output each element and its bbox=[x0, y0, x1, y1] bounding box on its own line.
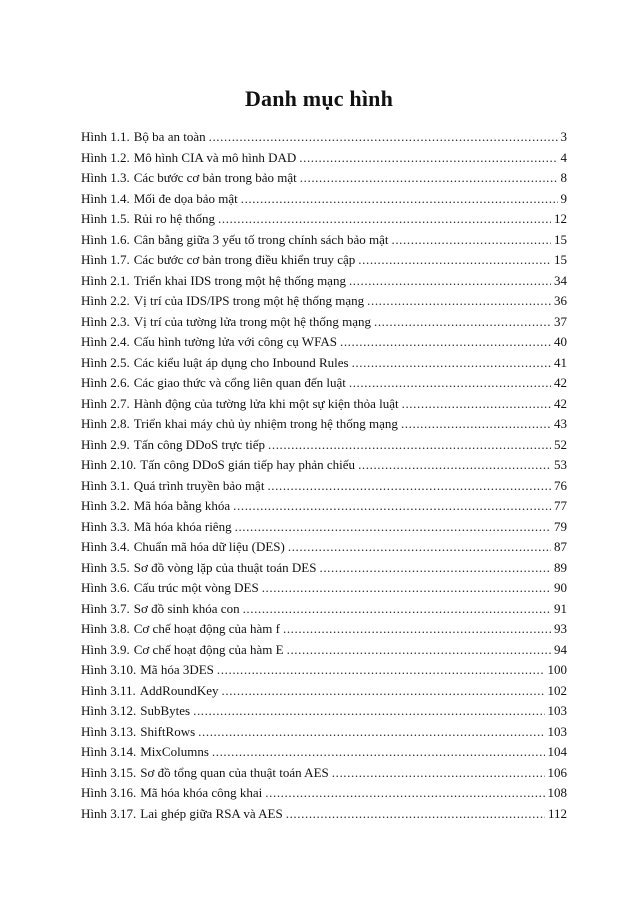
dot-leader bbox=[352, 353, 551, 374]
dot-leader bbox=[358, 455, 551, 476]
page-number: 91 bbox=[554, 600, 567, 616]
page-number: 108 bbox=[547, 785, 567, 800]
figure-number: Hình 3.13. bbox=[81, 723, 137, 739]
figure-caption: SubBytes bbox=[140, 703, 191, 718]
figure-number: Hình 2.2. bbox=[81, 293, 130, 308]
figure-caption: Mã hóa khóa công khai bbox=[140, 785, 263, 800]
figure-number: Hình 3.11. bbox=[81, 682, 136, 698]
figure-caption: Sơ đồ sinh khóa con bbox=[133, 600, 240, 616]
figure-number: Hình 3.3. bbox=[81, 518, 130, 534]
page-number: 36 bbox=[554, 293, 567, 308]
dot-leader bbox=[283, 619, 551, 640]
figure-caption: Tấn công DDoS trực tiếp bbox=[133, 436, 265, 452]
dot-leader bbox=[288, 537, 551, 558]
figure-number: Hình 3.9. bbox=[81, 641, 130, 657]
figure-entry-34[interactable] bbox=[81, 804, 567, 825]
dot-leader bbox=[319, 558, 551, 579]
figure-caption: Mã hóa bằng khóa bbox=[133, 498, 231, 513]
page-number: 34 bbox=[554, 272, 567, 288]
page-number: 41 bbox=[554, 354, 567, 370]
page-number: 106 bbox=[547, 764, 567, 780]
figure-caption: Rủi ro hệ thống bbox=[133, 211, 215, 226]
figure-number: Hình 1.5. bbox=[81, 211, 130, 226]
figure-number: Hình 3.6. bbox=[81, 580, 130, 595]
dot-leader bbox=[267, 476, 551, 497]
page-number: 8 bbox=[560, 170, 567, 185]
page-number: 3 bbox=[560, 129, 567, 144]
figure-entry-6[interactable] bbox=[81, 230, 567, 251]
page-number: 89 bbox=[554, 559, 567, 575]
figure-entry-29[interactable] bbox=[81, 701, 567, 722]
figure-entry-16[interactable] bbox=[81, 435, 567, 456]
dot-leader bbox=[299, 148, 557, 169]
dot-leader bbox=[193, 701, 544, 722]
figure-entry-11[interactable] bbox=[81, 332, 567, 353]
page-number: 79 bbox=[554, 518, 567, 534]
page-number: 12 bbox=[554, 211, 567, 226]
figure-caption: MixColumns bbox=[140, 744, 209, 759]
figure-entry-26[interactable] bbox=[81, 640, 567, 661]
page-number: 104 bbox=[547, 744, 567, 759]
dot-leader bbox=[391, 230, 551, 251]
dot-leader bbox=[349, 271, 551, 292]
page-number: 102 bbox=[547, 682, 567, 698]
figure-number: Hình 3.4. bbox=[81, 539, 130, 554]
figure-entry-14[interactable] bbox=[81, 394, 567, 415]
page-number: 90 bbox=[554, 580, 567, 595]
figure-number: Hình 2.7. bbox=[81, 395, 130, 411]
figure-entry-4[interactable] bbox=[81, 189, 567, 210]
figure-entry-23[interactable] bbox=[81, 578, 567, 599]
figure-number: Hình 2.1. bbox=[81, 272, 130, 288]
page-number: 15 bbox=[554, 252, 567, 267]
figure-number: Hình 2.6. bbox=[81, 375, 130, 390]
dot-leader bbox=[300, 168, 558, 189]
page-number: 52 bbox=[554, 436, 567, 452]
figure-number: Hình 3.17. bbox=[81, 805, 137, 821]
figure-entry-15[interactable] bbox=[81, 414, 567, 435]
figure-entry-31[interactable] bbox=[81, 742, 567, 763]
page-number: 103 bbox=[547, 703, 567, 718]
page-number: 43 bbox=[554, 416, 567, 431]
dot-leader bbox=[287, 640, 551, 661]
dot-leader bbox=[402, 394, 551, 415]
dot-leader bbox=[401, 414, 551, 435]
figure-entry-25[interactable] bbox=[81, 619, 567, 640]
dot-leader bbox=[233, 496, 551, 517]
figure-number: Hình 1.7. bbox=[81, 252, 130, 267]
figure-caption: Cấu hình tường lửa với công cụ WFAS bbox=[133, 334, 337, 349]
dot-leader bbox=[286, 804, 545, 825]
figure-caption: Triển khai máy chủ ủy nhiệm trong hệ thống mạng bbox=[133, 416, 398, 431]
figure-caption: Sơ đồ vòng lặp của thuật toán DES bbox=[133, 559, 317, 575]
page-number: 112 bbox=[547, 805, 567, 821]
figure-entry-32[interactable] bbox=[81, 763, 567, 784]
figure-caption: Chuẩn mã hóa dữ liệu (DES) bbox=[133, 539, 285, 554]
dot-leader bbox=[265, 783, 544, 804]
figure-number: Hình 2.8. bbox=[81, 416, 130, 431]
page-number: 37 bbox=[554, 313, 567, 329]
figure-entry-10[interactable] bbox=[81, 312, 567, 333]
dot-leader bbox=[218, 209, 551, 230]
page-number: 93 bbox=[554, 621, 567, 636]
figure-number: Hình 2.4. bbox=[81, 334, 130, 349]
figure-number: Hình 1.6. bbox=[81, 231, 130, 247]
figure-caption: Cơ chế hoạt động của hàm E bbox=[133, 641, 284, 657]
page-number: 9 bbox=[560, 190, 567, 206]
figure-caption: Mã hóa khóa riêng bbox=[133, 518, 232, 534]
figure-entry-1[interactable] bbox=[81, 127, 567, 148]
page-number: 87 bbox=[554, 539, 567, 554]
figure-number: Hình 2.3. bbox=[81, 313, 130, 329]
figure-caption: Mô hình CIA và mô hình DAD bbox=[133, 149, 297, 165]
figure-caption: Cân bằng giữa 3 yếu tố trong chính sách bảo mật bbox=[133, 231, 389, 247]
page-number: 4 bbox=[560, 149, 567, 165]
page-number: 53 bbox=[554, 457, 567, 472]
figure-number: Hình 1.1. bbox=[81, 129, 130, 144]
figure-caption: Các bước cơ bản trong điều khiển truy cập bbox=[133, 252, 356, 267]
figure-number: Hình 3.7. bbox=[81, 600, 130, 616]
page-number: 100 bbox=[547, 662, 567, 677]
figure-entry-30[interactable] bbox=[81, 722, 567, 743]
figure-caption: Các giao thức và cổng liên quan đến luật bbox=[133, 375, 346, 390]
dot-leader bbox=[235, 517, 551, 538]
figure-entry-17[interactable] bbox=[81, 455, 567, 476]
figure-number: Hình 2.10. bbox=[81, 457, 137, 472]
figure-caption: Các bước cơ bản trong bảo mật bbox=[133, 170, 297, 185]
figure-caption: Các kiểu luật áp dụng cho Inbound Rules bbox=[133, 354, 349, 370]
figure-caption: Mã hóa 3DES bbox=[140, 662, 214, 677]
figure-entry-24[interactable] bbox=[81, 599, 567, 620]
figure-number: Hình 1.3. bbox=[81, 170, 130, 185]
dot-leader bbox=[198, 722, 544, 743]
figure-caption: Cơ chế hoạt động của hàm f bbox=[133, 621, 280, 636]
figure-entry-3[interactable] bbox=[81, 168, 567, 189]
page-number: 40 bbox=[554, 334, 567, 349]
figure-entry-8[interactable] bbox=[81, 271, 567, 292]
figure-entry-33[interactable] bbox=[81, 783, 567, 804]
figure-entry-18[interactable] bbox=[81, 476, 567, 497]
dot-leader bbox=[367, 291, 551, 312]
dot-leader bbox=[209, 127, 558, 148]
page-title: Danh mục hình bbox=[244, 86, 394, 111]
figure-entry-2[interactable] bbox=[81, 148, 567, 169]
figure-caption: Triển khai IDS trong một hệ thống mạng bbox=[133, 272, 346, 288]
dot-leader bbox=[222, 681, 545, 702]
dot-leader bbox=[374, 312, 551, 333]
page-number: 76 bbox=[554, 477, 567, 493]
dot-leader bbox=[358, 250, 551, 271]
figure-caption: Mối đe dọa bảo mật bbox=[133, 190, 238, 206]
page-number: 94 bbox=[554, 641, 567, 657]
figure-entry-13[interactable] bbox=[81, 373, 567, 394]
figure-caption: Lai ghép giữa RSA và AES bbox=[140, 805, 283, 821]
figure-caption: Hành động của tường lửa khi một sự kiện thỏa luật bbox=[133, 395, 399, 411]
page-number: 15 bbox=[554, 231, 567, 247]
figure-caption: Sơ đồ tổng quan của thuật toán AES bbox=[140, 764, 329, 780]
figure-caption: Cấu trúc một vòng DES bbox=[133, 580, 259, 595]
figure-entry-22[interactable] bbox=[81, 558, 567, 579]
page-number: 77 bbox=[554, 498, 567, 513]
figure-entry-5[interactable] bbox=[81, 209, 567, 230]
dot-leader bbox=[332, 763, 545, 784]
page-number: 103 bbox=[547, 723, 567, 739]
figure-number: Hình 3.2. bbox=[81, 498, 130, 513]
figure-number: Hình 3.1. bbox=[81, 477, 130, 493]
figure-caption: ShiftRows bbox=[140, 723, 196, 739]
dot-leader bbox=[268, 435, 551, 456]
figure-entry-28[interactable] bbox=[81, 681, 567, 702]
figure-caption: Quá trình truyền bảo mật bbox=[133, 477, 265, 493]
figure-number: Hình 2.9. bbox=[81, 436, 130, 452]
dot-leader bbox=[262, 578, 551, 599]
list-of-figures bbox=[81, 127, 567, 824]
figure-number: Hình 3.12. bbox=[81, 703, 137, 718]
figure-number: Hình 3.15. bbox=[81, 764, 137, 780]
figure-caption: AddRoundKey bbox=[139, 682, 219, 698]
dot-leader bbox=[212, 742, 545, 763]
figure-number: Hình 3.16. bbox=[81, 785, 137, 800]
figure-number: Hình 2.5. bbox=[81, 354, 130, 370]
figure-caption: Bộ ba an toàn bbox=[133, 129, 206, 144]
figure-entry-9[interactable] bbox=[81, 291, 567, 312]
figure-number: Hình 1.2. bbox=[81, 149, 130, 165]
dot-leader bbox=[340, 332, 551, 353]
dot-leader bbox=[243, 599, 551, 620]
page-number: 42 bbox=[554, 395, 567, 411]
figure-entry-7[interactable] bbox=[81, 250, 567, 271]
dot-leader bbox=[349, 373, 551, 394]
figure-entry-20[interactable] bbox=[81, 517, 567, 538]
figure-entry-21[interactable] bbox=[81, 537, 567, 558]
figure-caption: Tấn công DDoS gián tiếp hay phản chiếu bbox=[140, 457, 356, 472]
page-number: 42 bbox=[554, 375, 567, 390]
figure-entry-12[interactable] bbox=[81, 353, 567, 374]
dot-leader bbox=[241, 189, 558, 210]
figure-number: Hình 3.8. bbox=[81, 621, 130, 636]
figure-caption: Vị trí của tường lửa trong một hệ thống mạng bbox=[133, 313, 371, 329]
figure-number: Hình 3.5. bbox=[81, 559, 130, 575]
figure-caption: Vị trí của IDS/IPS trong một hệ thống mạng bbox=[133, 293, 365, 308]
figure-entry-27[interactable] bbox=[81, 660, 567, 681]
figure-number: Hình 1.4. bbox=[81, 190, 130, 206]
figure-number: Hình 3.10. bbox=[81, 662, 137, 677]
figure-number: Hình 3.14. bbox=[81, 744, 137, 759]
figure-entry-19[interactable] bbox=[81, 496, 567, 517]
dot-leader bbox=[217, 660, 545, 681]
